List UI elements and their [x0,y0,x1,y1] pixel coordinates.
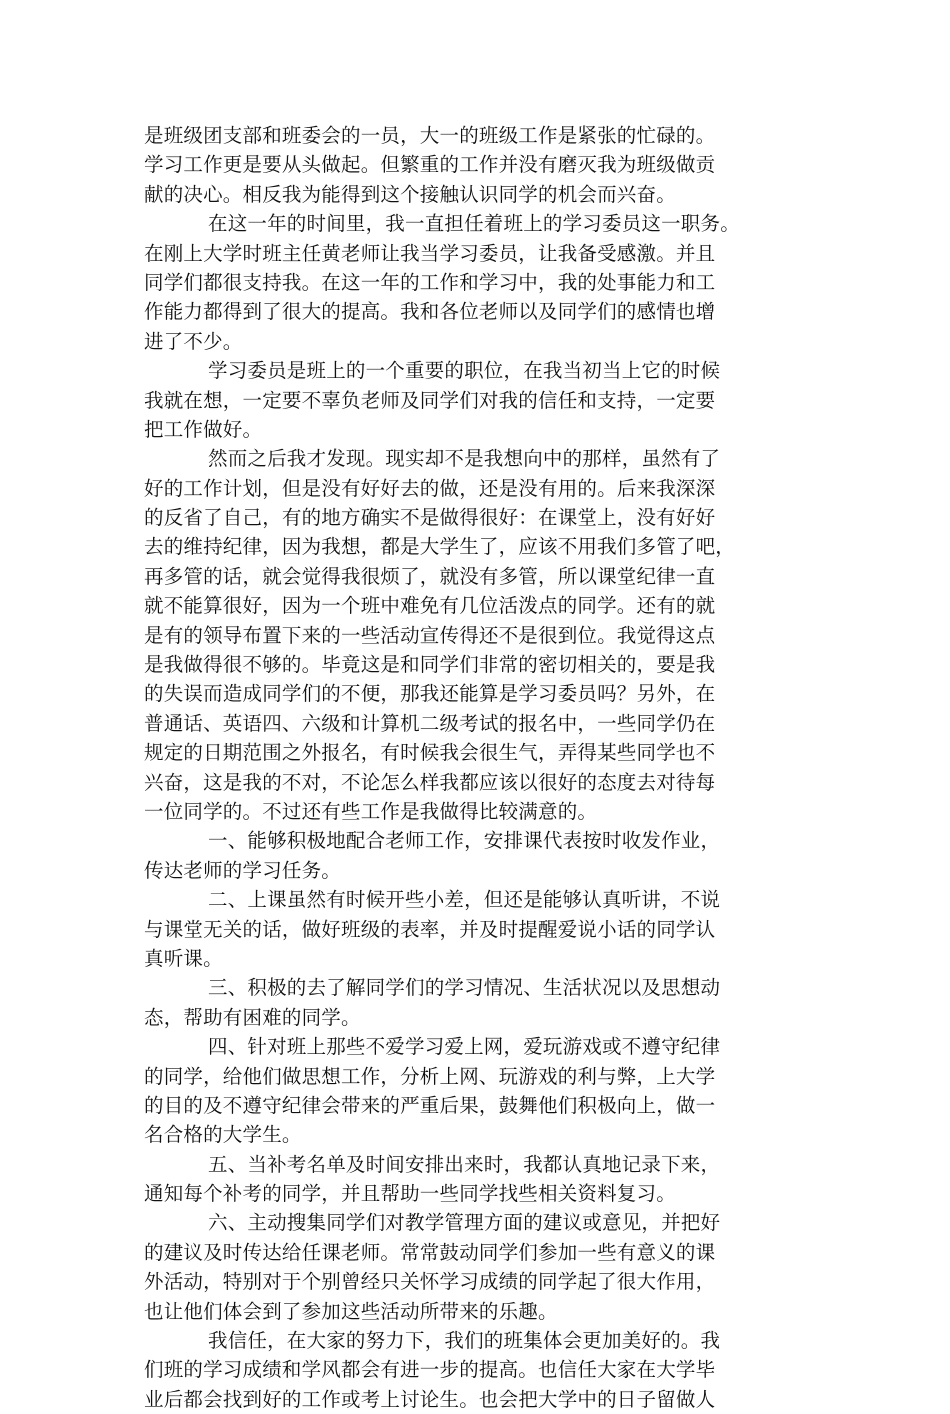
text-line: 就不能算很好，因为一个班中难免有几位活泼点的同学。还有的就 [144,594,716,618]
text-line: 的失误而造成同学们的不便，那我还能算是学习委员吗？另外，在 [144,682,716,706]
text-line: 是我做得很不够的。毕竟这是和同学们非常的密切相关的，要是我 [144,653,716,677]
paragraph-first-line: 一、能够积极地配合老师工作，安排课代表按时收发作业， [208,829,721,853]
paragraph-first-line: 六、主动搜集同学们对教学管理方面的建议或意见，并把好 [208,1211,721,1235]
text-line: 真听课。 [144,946,223,970]
paragraph-first-line: 学习委员是班上的一个重要的职位，在我当初当上它的时候 [208,359,721,383]
text-line: 传达老师的学习任务。 [144,858,342,882]
paragraph-first-line: 三、积极的去了解同学们的学习情况、生活状况以及思想动 [208,976,721,1000]
text-line: 好的工作计划，但是没有好好去的做，还是没有用的。后来我深深 [144,476,716,500]
text-line: 进了不少。 [144,329,243,353]
paragraph-first-line: 二、上课虽然有时候开些小差，但还是能够认真听讲，不说 [208,888,721,912]
text-line: 通知每个补考的同学，并且帮助一些同学找些相关资料复习。 [144,1182,676,1206]
text-line: 再多管的话，就会觉得我很烦了，就没有多管，所以课堂纪律一直 [144,564,716,588]
text-line: 们班的学习成绩和学风都会有进一步的提高。也信任大家在大学毕 [144,1358,716,1382]
text-line: 我就在想，一定要不辜负老师及同学们对我的信任和支持，一定要 [144,388,716,412]
paragraph-first-line: 在这一年的时间里，我一直担任着班上的学习委员这一职务。 [208,212,740,236]
text-line: 是班级团支部和班委会的一员，大一的班级工作是紧张的忙碌的。 [144,124,716,147]
paragraph-first-line: 我信任，在大家的努力下，我们的班集体会更加美好的。我 [208,1329,721,1353]
text-line: 同学们都很支持我。在这一年的工作和学习中，我的处事能力和工 [144,270,716,294]
text-line: 一位同学的。不过还有些工作是我做得比较满意的。 [144,799,598,823]
text-line: 名合格的大学生。 [144,1123,302,1147]
paragraph-first-line: 五、当补考名单及时间安排出来时，我都认真地记录下来， [208,1152,721,1176]
text-line: 的建议及时传达给任课老师。常常鼓动同学们参加一些有意义的课 [144,1240,716,1264]
paragraph-first-line: 然而之后我才发现。现实却不是我想向中的那样，虽然有了 [208,447,721,471]
text-line: 把工作做好。 [144,417,263,441]
text-line: 的反省了自己，有的地方确实不是做得很好：在课堂上，没有好好 [144,506,716,530]
text-line: 规定的日期范围之外报名，有时候我会很生气，弄得某些同学也不 [144,741,716,765]
text-line: 去的维持纪律，因为我想，都是大学生了，应该不用我们多管了吧， [144,535,736,559]
text-line: 是有的领导布置下来的一些活动宣传得还不是很到位。我觉得这点 [144,623,716,647]
text-line: 兴奋，这是我的不对，不论怎么样我都应该以很好的态度去对待每 [144,770,716,794]
text-line: 与课堂无关的话，做好班级的表率，并及时提醒爱说小话的同学认 [144,917,716,941]
text-line: 献的决心。相反我为能得到这个接触认识同学的机会而兴奋。 [144,182,676,206]
text-line: 普通话、英语四、六级和计算机二级考试的报名中，一些同学仍在 [144,711,716,735]
text-line: 业后都会找到好的工作或考上讨论生。也会把大学中的日子留做人 [144,1387,716,1411]
text-line: 学习工作更是要从头做起。但繁重的工作并没有磨灭我为班级做贡 [144,153,716,177]
text-line: 的目的及不遵守纪律会带来的严重后果，鼓舞他们积极向上，做一 [144,1093,716,1117]
text-line: 在刚上大学时班主任黄老师让我当学习委员，让我备受感激。并且 [144,241,716,265]
text-line: 外活动，特别对于个别曾经只关怀学习成绩的同学起了很大作用， [144,1270,716,1294]
document-body [144,121,824,1414]
paragraph-first-line: 四、针对班上那些不爱学习爱上网，爱玩游戏或不遵守纪律 [208,1035,721,1059]
text-line: 的同学，给他们做思想工作，分析上网、玩游戏的利与弊，上大学 [144,1064,716,1088]
text-line: 作能力都得到了很大的提高。我和各位老师以及同学们的感情也增 [144,300,716,324]
text-line: 态，帮助有困难的同学。 [144,1005,361,1029]
text-line: 也让他们体会到了参加这些活动所带来的乐趣。 [144,1299,558,1323]
